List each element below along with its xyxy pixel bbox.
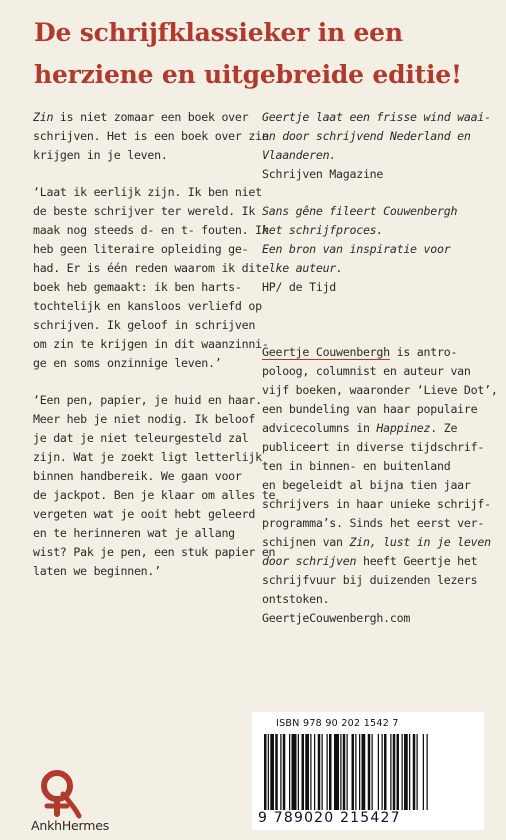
- bio-book-title-1: Zin, lust in je leven: [349, 535, 491, 549]
- bio-line-8: en begeleidt al bijna tien jaar: [262, 478, 471, 492]
- quote2-line: ‘Een pen, papier, je huid en haar.: [33, 393, 262, 407]
- bio-line-5-pre: advicecolumns in: [262, 421, 377, 435]
- bio-line-2: poloog, columnist en auteur van: [262, 364, 471, 378]
- left-column: [33, 108, 276, 599]
- review2-line: Een bron van inspiratie voor: [262, 242, 451, 256]
- intro-line-2: schrijven. Het is een boek over zin: [33, 129, 269, 143]
- headline: [34, 12, 484, 96]
- review1-line: en door schrijvend Nederland en: [262, 129, 471, 143]
- review2-source: HP/ de Tijd: [262, 280, 337, 294]
- review1-source: Schrijven Magazine: [262, 167, 384, 181]
- quote1-line: tochtelijk en kansloos verliefd op: [33, 299, 262, 313]
- review2-line: elke auteur.: [262, 261, 343, 275]
- bio-line-5-post: . Ze: [430, 421, 458, 435]
- intro-line-3: krijgen in je leven.: [33, 148, 168, 162]
- bio-line-3: vijf boeken, waaronder ‘Lieve Dot’,: [262, 383, 498, 397]
- bio-happinez: Happinez: [376, 421, 431, 435]
- quote-paragraph-1: [33, 183, 269, 373]
- bio-line-7: ten in binnen- en buitenland: [262, 459, 451, 473]
- bio-line-6: publiceert in diverse tijdschrif-: [262, 440, 485, 454]
- author-bio: [262, 343, 498, 628]
- author-name: Geertje Couwenbergh: [262, 345, 390, 359]
- quote1-line: schrijven. Ik geloof in schrijven: [33, 318, 256, 332]
- headline-line-2: herziene en uitgebreide editie!: [34, 60, 462, 89]
- review2-line: het schrijfproces.: [262, 223, 384, 237]
- quote2-line: de jackpot. Ben je klaar om alles te: [33, 488, 276, 502]
- bio-line-14: ontstoken.: [262, 592, 330, 606]
- author-website: GeertjeCouwenbergh.com: [262, 611, 411, 625]
- barcode-block: [252, 712, 484, 830]
- review1-line: Vlaanderen.: [262, 148, 337, 162]
- intro-paragraph: [33, 108, 269, 165]
- publisher-name: AnkhHermes: [31, 818, 110, 833]
- bio-line-10: programma’s. Sinds het eerst ver-: [262, 516, 485, 530]
- bio-line-11-pre: schijnen van: [262, 535, 350, 549]
- quote1-line: maak nog steeds d- en t- fouten. Ik: [33, 223, 269, 237]
- bio-line-12-post: heeft Geertje het: [356, 554, 478, 568]
- headline-line-1: De schrijfklassieker in een: [34, 18, 403, 47]
- bio-line-9: schrijvers in haar unieke schrijf-: [262, 497, 491, 511]
- quote2-line: je dat je niet teleurgesteld zal: [33, 431, 249, 445]
- right-column: [262, 108, 498, 628]
- quote1-line: heb geen literaire opleiding ge-: [33, 242, 249, 256]
- review-hp-de-tijd: [262, 202, 488, 297]
- quote2-line: wist? Pak je pen, een stuk papier en: [33, 545, 276, 559]
- quote2-line: zijn. Wat je zoekt ligt letterlijk: [33, 450, 262, 464]
- bio-line-4: een bundeling van haar populaire: [262, 402, 478, 416]
- quote2-line: laten we beginnen.’: [33, 564, 161, 578]
- isbn-label: ISBN 978 90 202 1542 7: [276, 718, 399, 729]
- barcode-digits: 9 789020 215427: [258, 810, 401, 826]
- review2-line: Sans gêne fileert Couwenbergh: [262, 204, 458, 218]
- quote2-line: vergeten wat je ooit hebt geleerd: [33, 507, 256, 521]
- barcode-icon: [262, 734, 476, 810]
- bio-line-13: schrijfvuur bij duizenden lezers: [262, 573, 478, 587]
- quote1-line: ge en soms onzinnige leven.’: [33, 356, 222, 370]
- quote1-line: had. Er is één reden waarom ik dit: [33, 261, 262, 275]
- bio-line-1: is antro-: [389, 345, 458, 359]
- quote-paragraph-2: [33, 391, 276, 581]
- bio-book-title-2: door schrijven: [262, 554, 357, 568]
- quote1-line: de beste schrijver ter wereld. Ik: [33, 204, 256, 218]
- review-schrijven-magazine: [262, 108, 491, 184]
- quote2-line: binnen handbereik. We gaan voor: [33, 469, 242, 483]
- intro-line-1: is niet zomaar een boek over: [53, 110, 249, 124]
- quote1-line: boek heb gemaakt: ik ben harts-: [33, 280, 242, 294]
- quote2-line: Meer heb je niet nodig. Ik beloof: [33, 412, 256, 426]
- quote2-line: en te herinneren wat je allang: [33, 526, 235, 540]
- quote1-line: om zin te krijgen in dit waanzinni-: [33, 337, 269, 351]
- quote1-line: ‘Laat ik eerlijk zijn. Ik ben niet: [33, 185, 262, 199]
- ankhhermes-logo-icon: [33, 768, 85, 820]
- intro-title-zin: Zin: [33, 110, 54, 124]
- review1-line: Geertje laat een frisse wind waai-: [262, 110, 491, 124]
